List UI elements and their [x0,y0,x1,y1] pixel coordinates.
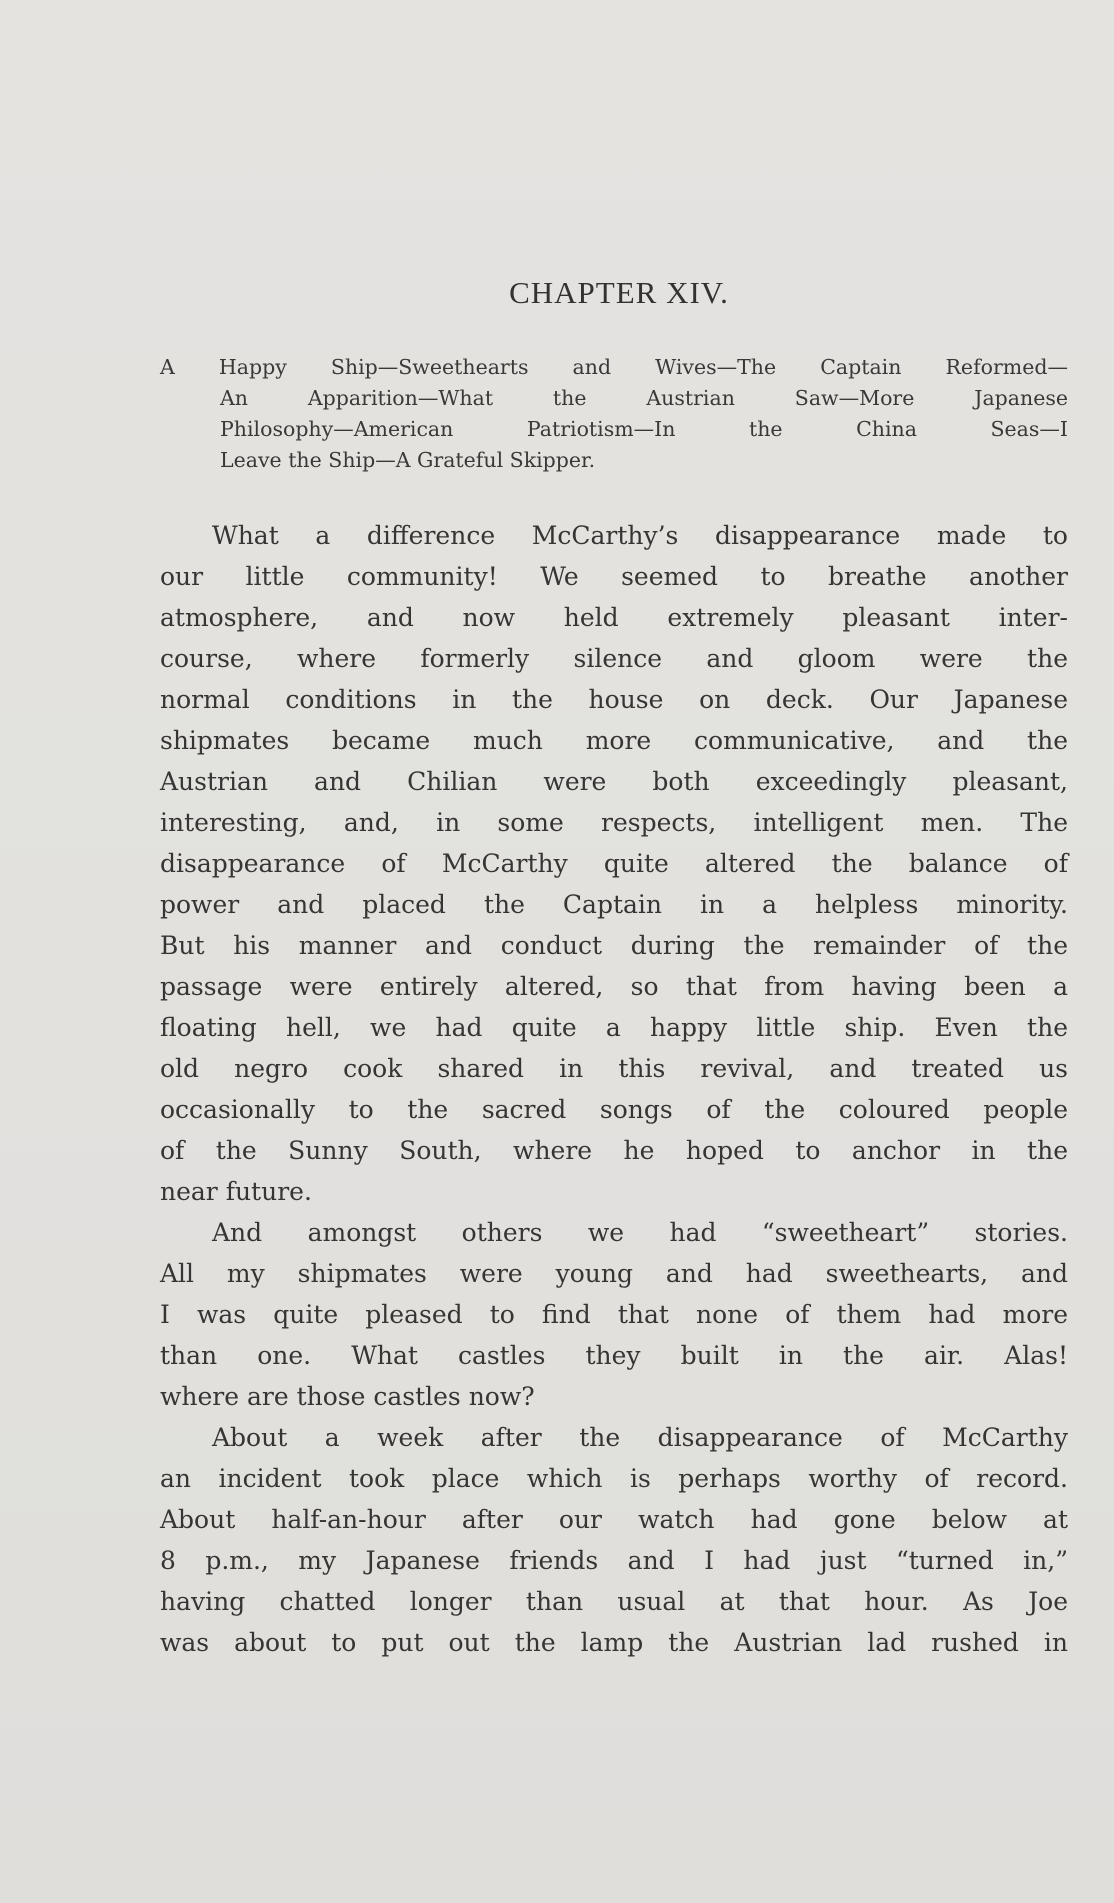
text-line: About a week after the disappearance of McCarthy [212,1423,1068,1452]
text-line: But his manner and conduct during the remainder of the [160,931,1068,960]
chapter-synopsis [160,352,1068,476]
text-line: disappearance of McCarthy quite altered the balance of [160,849,1068,878]
text-line: All my shipmates were young and had sweethearts, and [160,1259,1068,1288]
text-line: normal conditions in the house on deck. Our Japanese [160,685,1068,714]
text-line: About half-an-hour after our watch had gone below at [160,1505,1068,1534]
text-line: passage were entirely altered, so that from having been a [160,972,1068,1001]
text-line: our little community! We seemed to breathe another [160,562,1068,591]
text-line: where are those castles now? [160,1382,535,1411]
synopsis-line: A Happy Ship—Sweethearts and Wives—The Captain Reformed— [160,355,1068,379]
text-line: than one. What castles they built in the air. Alas! [160,1341,1068,1370]
synopsis-line: Philosophy—American Patriotism—In the China Seas—I [220,417,1068,441]
body-text [160,515,1068,1663]
text-line: interesting, and, in some respects, intelligent men. The [160,808,1068,837]
synopsis-line: An Apparition—What the Austrian Saw—More Japanese [220,386,1068,410]
text-line: What a difference McCarthy’s disappearance made to [212,521,1068,550]
text-line: near future. [160,1177,312,1206]
text-line: an incident took place which is perhaps worthy of record. [160,1464,1068,1493]
text-line: 8 p.m., my Japanese friends and I had just “turned in,” [160,1546,1068,1575]
text-line: having chatted longer than usual at that hour. As Joe [160,1587,1068,1616]
chapter-title: CHAPTER XIV. [509,275,729,310]
text-line: And amongst others we had “sweetheart” stories. [212,1218,1068,1247]
text-line: I was quite pleased to find that none of them had more [160,1300,1068,1329]
text-line: atmosphere, and now held extremely pleasant inter- [160,603,1068,632]
text-line: occasionally to the sacred songs of the coloured people [160,1095,1068,1124]
text-line: was about to put out the lamp the Austrian lad rushed in [160,1628,1068,1657]
text-line: course, where formerly silence and gloom were the [160,644,1068,673]
synopsis-line: Leave the Ship—A Grateful Skipper. [220,448,596,472]
text-line: power and placed the Captain in a helpless minority. [160,890,1068,919]
text-line: floating hell, we had quite a happy little ship. Even the [160,1013,1068,1042]
text-line: Austrian and Chilian were both exceedingly pleasant, [160,767,1068,796]
text-line: of the Sunny South, where he hoped to anchor in the [160,1136,1068,1165]
text-line: old negro cook shared in this revival, and treated us [160,1054,1068,1083]
text-line: shipmates became much more communicative, and the [160,726,1068,755]
